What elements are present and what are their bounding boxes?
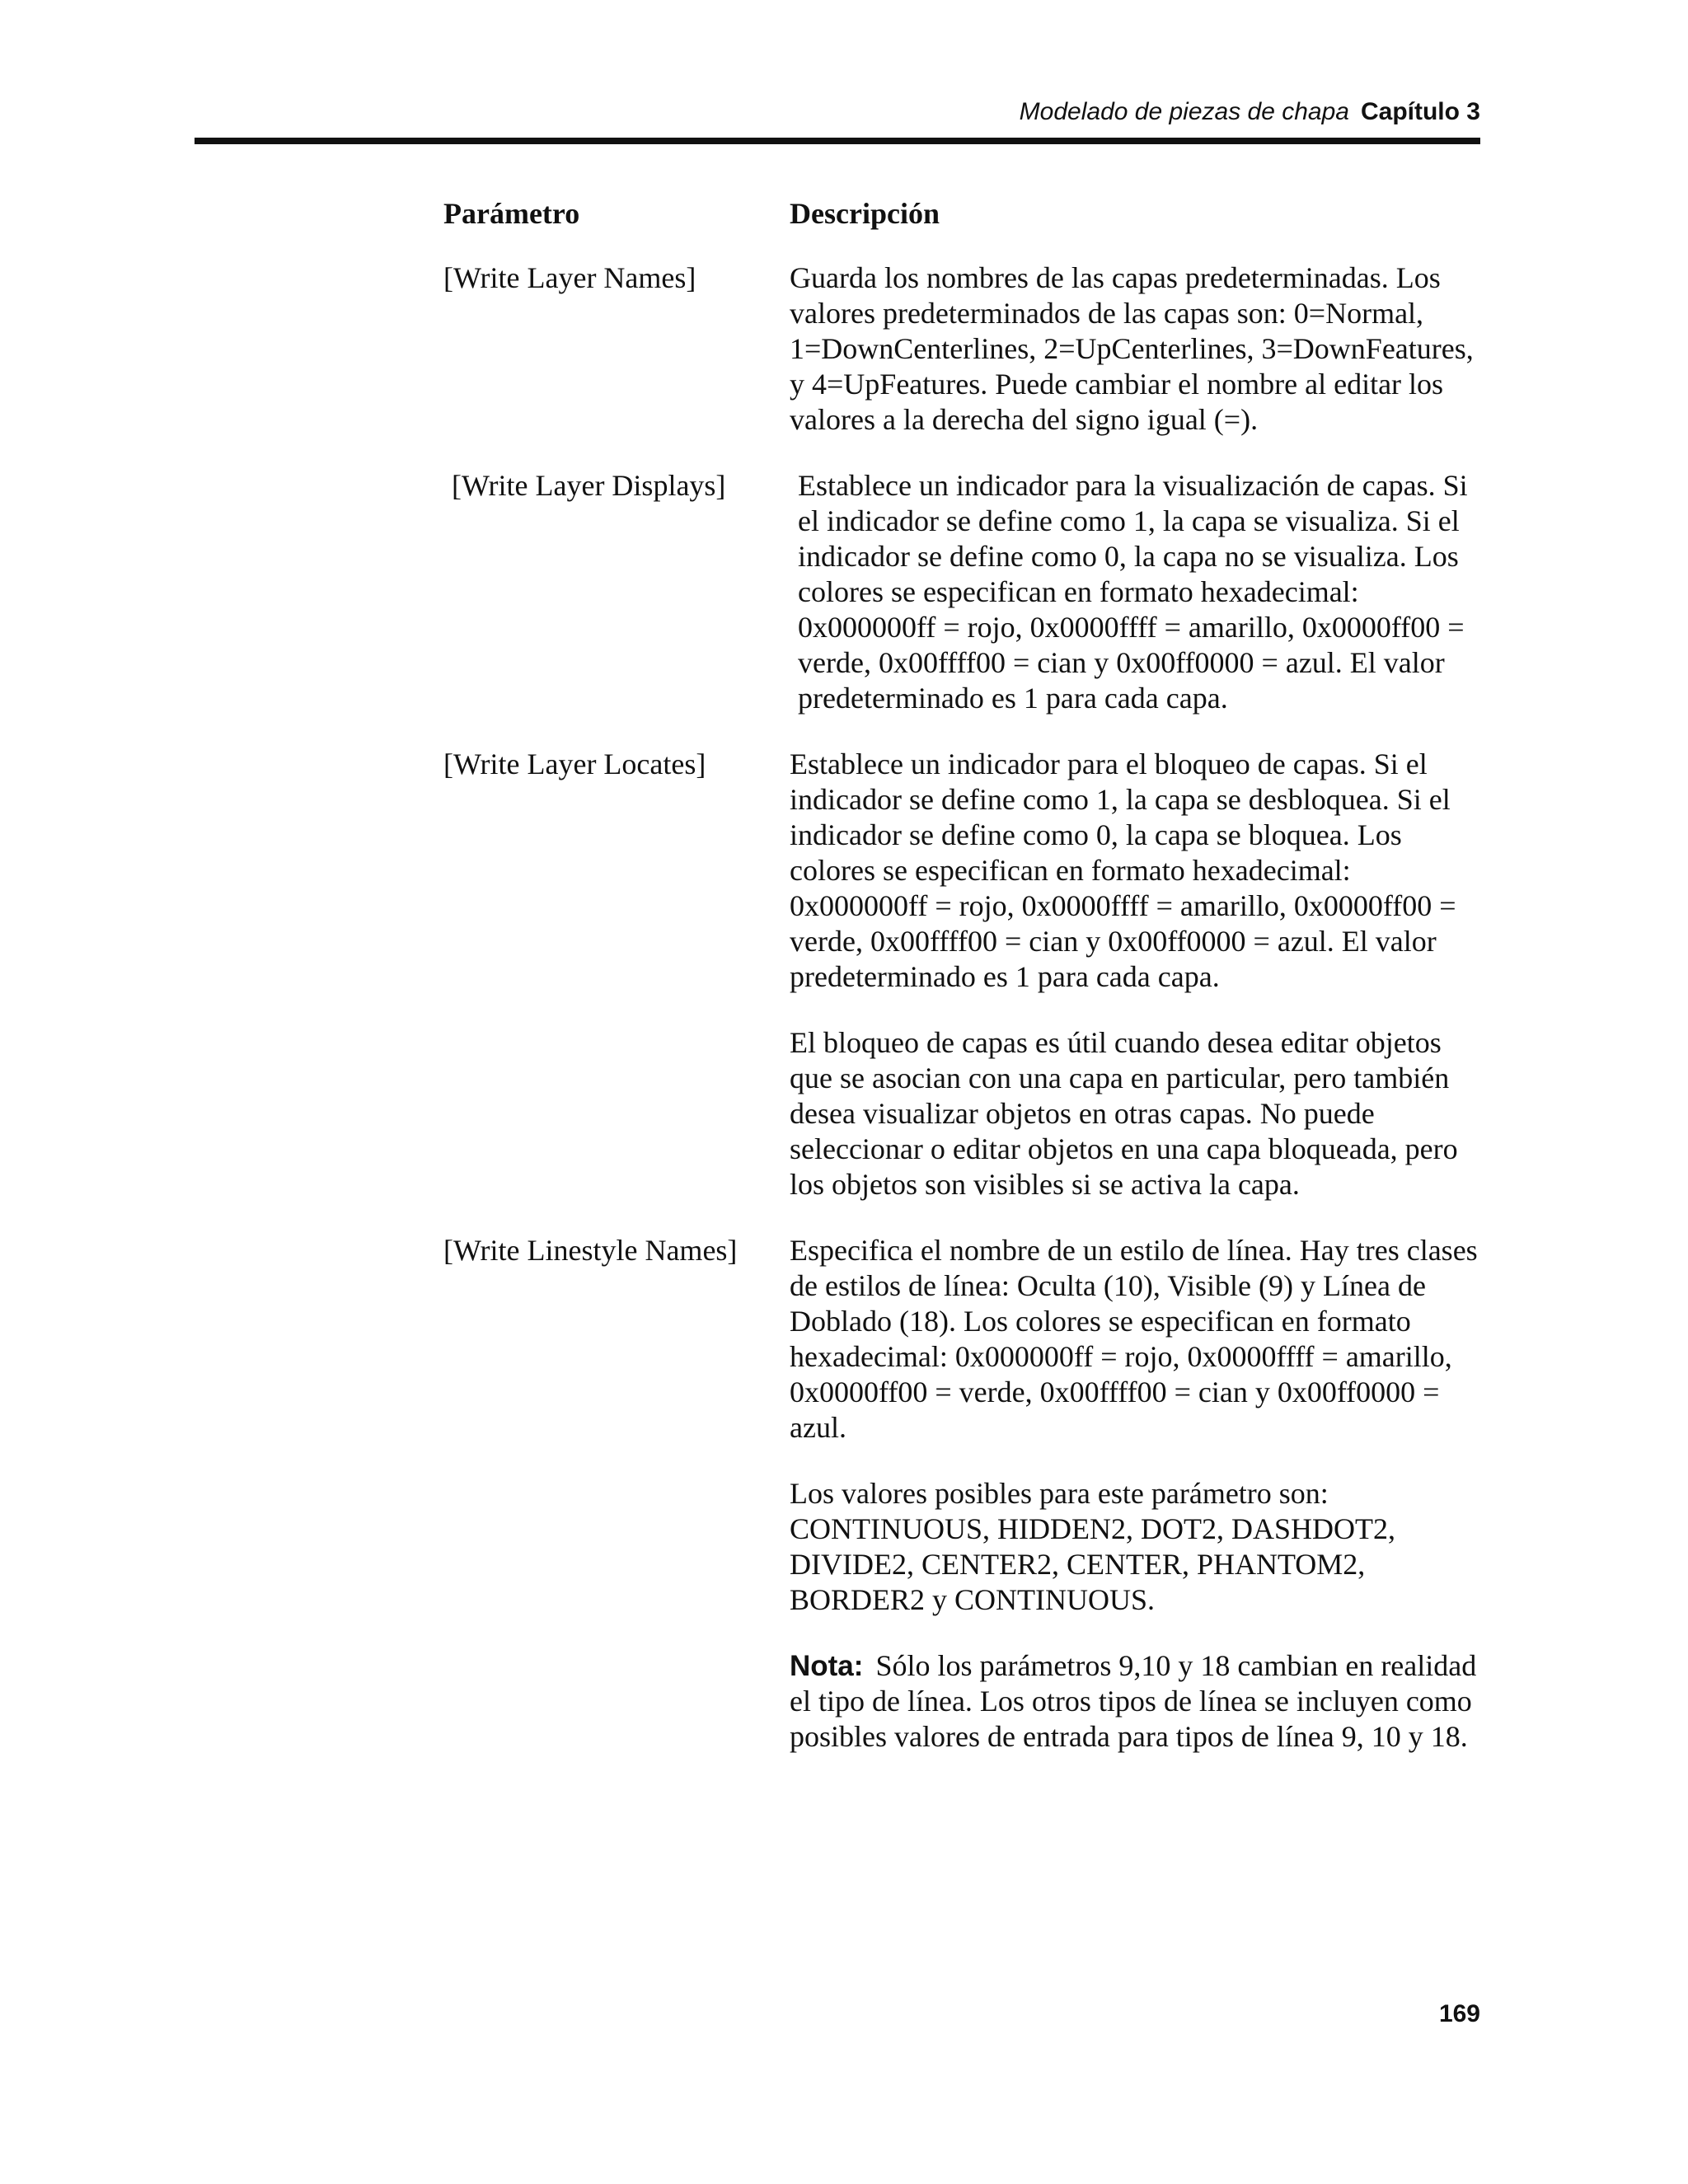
note-text: Sólo los parámetros 9,10 y 18 cambian en realidad el tipo de línea. Los otros tipos de línea se incluyen como posibles valores de entrada para tipos de línea 9, 10 y 18. xyxy=(790,1649,1477,1753)
running-header xyxy=(195,96,1480,129)
chapter-title: Modelado de piezas de chapa xyxy=(1019,98,1349,125)
description-paragraph: Guarda los nombres de las capas predeterminadas. Los valores predeterminados de las capas son: 0=Normal, 1=DownCenterlines, 2=UpCenterlines, 3=DownFeatures, y 4=UpFeatures. Puede cambiar el nombre al editar los valores a la derecha del signo igual (=). xyxy=(790,261,1474,436)
table-header-row xyxy=(443,196,1484,232)
description-paragraph: Establece un indicador para la visualización de capas. Si el indicador se define como 1, la capa se visualiza. Si el indicador se define como 0, la capa no se visualiza. Los colores se especifican en formato hexadecimal: 0x000000ff = rojo, 0x0000ffff = amarillo, 0x0000ff00 = verde, 0x00ffff00 = cian y 0x00ff0000 = azul. El valor predeterminado es 1 para cada capa. xyxy=(798,469,1468,715)
parameter-name: [Write Layer Displays] xyxy=(452,469,726,502)
table-row xyxy=(443,747,1484,1202)
table-row xyxy=(443,468,1484,716)
column-header-description: Descripción xyxy=(790,197,940,230)
header-rule xyxy=(195,138,1480,144)
description-paragraph: Los valores posibles para este parámetro son: CONTINUOUS, HIDDEN2, DOT2, DASHDOT2, DIVIDE2, CENTER2, CENTER, PHANTOM2, BORDER2 y CONTINUOUS. xyxy=(790,1477,1395,1616)
parameter-description xyxy=(790,747,1484,1202)
description-paragraph: Especifica el nombre de un estilo de línea. Hay tres clases de estilos de línea: Oculta (10), Visible (9) y Línea de Doblado (18). Los colores se especifican en formato hexadecimal: 0x000000ff = rojo, 0x0000ffff = amarillo, 0x0000ff00 = verde, 0x00ffff00 = cian y 0x00ff0000 = azul. xyxy=(790,1234,1478,1444)
table-row xyxy=(443,1233,1484,1755)
page-number: 169 xyxy=(1438,2000,1480,2027)
table-row xyxy=(443,260,1484,438)
parameter-table xyxy=(443,196,1484,1785)
parameter-description xyxy=(790,1233,1484,1755)
description-paragraph: El bloqueo de capas es útil cuando desea editar objetos que se asocian con una capa en particular, pero también desea visualizar objetos en otras capas. No puede seleccionar o editar objetos en una capa bloqueada, pero los objetos son visibles si se activa la capa. xyxy=(790,1026,1458,1201)
description-paragraph: Establece un indicador para el bloqueo de capas. Si el indicador se define como 1, la capa se desbloquea. Si el indicador se define como 0, la capa se bloquea. Los colores se especifican en formato hexadecimal: 0x000000ff = rojo, 0x0000ffff = amarillo, 0x0000ff00 = verde, 0x00ffff00 = cian y 0x00ff0000 = azul. El valor predeterminado es 1 para cada capa. xyxy=(790,748,1456,993)
parameter-description xyxy=(790,260,1484,438)
parameter-description xyxy=(798,468,1492,716)
chapter-number: Capítulo 3 xyxy=(1360,98,1480,125)
note-label: Nota: xyxy=(790,1650,864,1682)
parameter-name: [Write Layer Names] xyxy=(443,261,696,294)
parameter-name: [Write Linestyle Names] xyxy=(443,1234,738,1267)
column-header-parameter: Parámetro xyxy=(443,197,580,230)
note-paragraph xyxy=(790,1648,1484,1755)
parameter-name: [Write Layer Locates] xyxy=(443,748,706,780)
